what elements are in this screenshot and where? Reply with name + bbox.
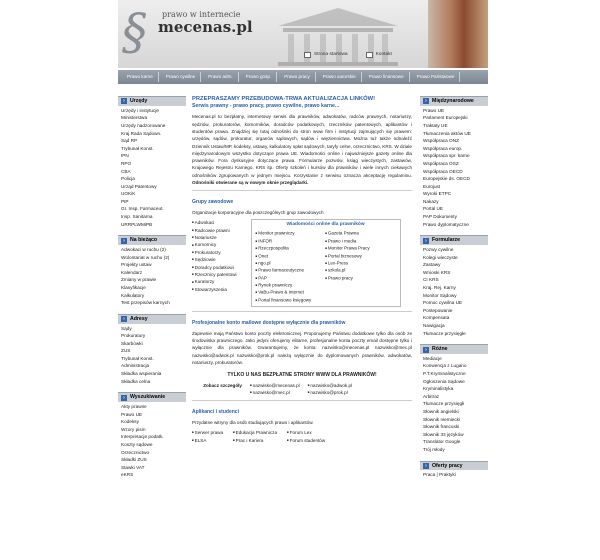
sidebar-link[interactable]: Skarbówki <box>121 340 143 346</box>
list-link[interactable]: ■ Gazeta Prawna <box>325 230 369 237</box>
sidebar-link[interactable]: Wolontariat w ruchu (2) <box>121 254 170 260</box>
list-link[interactable]: ■ Stowarzyszenia <box>192 286 237 293</box>
sidebar-link[interactable]: Europejskie ds. OECD <box>423 176 470 182</box>
sidebar-link[interactable]: Prawo dyplomatyczne <box>423 221 469 227</box>
page <box>118 0 488 560</box>
sidebar-link[interactable]: Kolegi wieczyste <box>423 254 458 260</box>
sidebar-link[interactable]: Urzędy nadzorowane <box>121 122 166 128</box>
sidebar-link[interactable]: Traktaty UE <box>423 122 448 128</box>
list-link[interactable]: ■ ngo.pl <box>256 260 312 267</box>
right-sidebar <box>420 96 488 486</box>
arrow-right-icon: › <box>423 98 429 104</box>
sidebar-link[interactable]: Kraj. Rej. Karny <box>423 284 456 290</box>
divider <box>192 400 412 401</box>
sidebar-link[interactable]: Trój młody <box>423 447 445 452</box>
students-block <box>192 429 412 444</box>
sidebar-box-title: Międzynarodowe <box>432 98 474 104</box>
sidebar-box <box>420 235 488 338</box>
sidebar-box-title: Na bieżąco <box>130 237 158 244</box>
sidebar-link[interactable]: Konwencja z Lugano <box>423 363 467 369</box>
sidebar-link[interactable]: PAP Dokumenty <box>423 214 457 220</box>
sidebar-link[interactable]: CI KRS <box>423 277 439 283</box>
sidebar-link[interactable]: Słownik francuski <box>423 424 460 430</box>
list-link[interactable]: ■ nazwisko@prok.pl <box>308 389 352 396</box>
sidebar-box-title: Adresy <box>130 315 148 322</box>
sidebar-link[interactable]: URRPLWMiPB <box>121 221 153 227</box>
sidebar-box <box>420 96 488 229</box>
arrow-right-icon: › <box>423 347 429 353</box>
home-link-label: Strona startowa <box>314 52 348 57</box>
list-link[interactable]: ■ Prokuratorzy <box>192 249 237 256</box>
list-link[interactable]: ■ Forum studentów <box>287 437 325 444</box>
sidebar-link[interactable]: Prawo UE <box>121 411 143 417</box>
sidebar-box <box>118 392 186 480</box>
sidebar-link[interactable]: Prawo UE <box>423 107 445 113</box>
sidebar-box <box>420 344 488 454</box>
list-link[interactable]: ■ Portal finansowo księgowy <box>256 297 312 304</box>
list-link[interactable]: ■ Lex-Press <box>325 260 369 267</box>
list-link[interactable]: ■ Monitor prawniczy <box>256 230 312 237</box>
list-link[interactable]: ■ Rynek prawniczy <box>256 282 312 289</box>
emails-block <box>192 382 412 397</box>
news-list-2 <box>325 230 369 304</box>
sidebar-link[interactable]: Eurojust <box>423 183 441 189</box>
list-link[interactable]: ■ Prawo farmaceutyczne <box>256 267 312 274</box>
sidebar-link[interactable]: Słownik 33 języków <box>423 431 464 437</box>
sidebar-link[interactable]: Zmiany w prawie <box>121 277 157 283</box>
list-link[interactable]: ■ Prac i Kariera <box>233 437 277 444</box>
subtitle: Serwis prawny - prawo pracy, prawo cywilne, prawo karne... <box>192 102 340 109</box>
sidebar-link[interactable]: Ogłoszenia Sądowe <box>423 378 465 384</box>
divider <box>192 311 412 312</box>
sidebar-link[interactable]: Kryminalistyka <box>423 386 454 392</box>
intro-bold: Odnośniki otwierane są w nowym oknie przeglądarki. <box>192 180 309 186</box>
list-link[interactable]: ■ Serwer prawa <box>192 429 223 436</box>
nav-item[interactable]: Prawo finansowe <box>364 72 410 82</box>
intro-body: Mecenas.pl to bezpłatny, internetowy serwis dla prawników, adwokatów, radców prawnych, notariuszy, sędziów, prokuratorów, komorników, doradców podatkowych, rzeczników patentowych, aplikantów i studentów prawa. Znajdziej się tutaj odnośniki do stron www firm i instytucji zajmujących się prawem: urzędów, sądów, prokuratur, organów sądowych, sądów i więziennictwa. Można tuż także odnaleźć Dziennik Ustaw/MP, kodeksy, ustawy, kalkulatory opłat sądowych, taryfy celne, orzecznictwo, KRS. W dziale międzynarodowym wszystko dotyczące prawa UE. Wiadomości online i najważniejsze gazety online dla prawników. Fora dyskusyjne dotyczące prawa. Formularze pozwów, ksiąg wieczystych, zastawów, Krajowego Rejestru Karnego, KRS itp. Oferty szkoleń i kursów dla prawników i wiele innych ciekawych odnośników zgrupowanych w jednym miejscu. Korzystanie z serwisu oznacza akceptację regulaminu. <box>192 114 412 178</box>
sidebar-box-header <box>118 314 186 324</box>
divider <box>192 190 412 191</box>
list-link[interactable]: ■ nazwisko@mecenas.pl <box>250 382 300 389</box>
students-list-3 <box>287 429 325 444</box>
envelope-icon <box>366 52 373 58</box>
list-link[interactable]: ■ szkola.pl <box>325 267 369 274</box>
sidebar-link[interactable]: Kalkulatory <box>121 292 145 298</box>
sidebar-link[interactable]: Współpraca europ. <box>423 145 463 151</box>
sidebar-box-header <box>420 235 488 245</box>
students-list-1 <box>192 429 223 444</box>
sidebar-link[interactable]: Tłumacze przysięgłi <box>423 401 465 407</box>
sidebar-link[interactable]: Współpraca OECD <box>423 168 463 174</box>
main-nav <box>118 70 488 84</box>
sidebar-box-header <box>420 96 488 106</box>
sidebar-link[interactable]: Postepowanie <box>423 307 453 313</box>
sidebar-link[interactable]: Adwokaci w ruchu (2) <box>121 247 166 252</box>
sidebar-link[interactable]: Prokuratury <box>121 333 146 339</box>
list-link[interactable]: ■ Onet <box>256 253 312 260</box>
sidebar-link[interactable]: Ministerstwa <box>121 115 148 121</box>
groups-desc: Organizacje korporacyjne dla poszczególnych grup zawodowych <box>192 209 324 215</box>
nav-item[interactable]: Prawo pracy <box>279 72 316 82</box>
list-link[interactable]: ■ Rzeczpospolita <box>256 245 312 252</box>
sidebar-link[interactable]: Kalendarz <box>121 269 143 275</box>
sidebar-link[interactable]: Pozwy cywilne <box>423 247 454 252</box>
nav-item[interactable]: Prawo autorskie <box>318 72 362 82</box>
sidebar-link[interactable]: Słownik angielski <box>423 409 459 415</box>
intro-text <box>192 113 412 186</box>
sidebar-link[interactable]: Interpretacje podatk. <box>121 434 164 440</box>
sidebar-box-header <box>420 461 488 471</box>
headline: PRZEPRASZAMY PRZEBUDOWA-TRWA AKTUALIZACJA LINKÓW! <box>192 96 376 102</box>
list-link[interactable]: ■ Portal biznesowy <box>325 253 369 260</box>
free-pages-banner: TYLKO U NAS BEZPŁATNE STRONY WWW DLA PRAWNIKÓW! <box>227 372 377 379</box>
sidebar-link[interactable]: Stawki VAT <box>121 464 145 470</box>
sidebar-link[interactable]: Zastawy <box>423 262 441 268</box>
sidebar-link[interactable]: Pomoc cywilna UE <box>423 300 463 306</box>
arrow-right-icon: › <box>423 238 429 244</box>
sidebar-link[interactable]: Urząd Patentowy <box>121 183 157 189</box>
sidebar-box-title: Oferty pracy <box>432 462 463 469</box>
home-link[interactable] <box>304 52 348 58</box>
list-link[interactable]: ■ Doradcy podatkowi <box>192 264 237 271</box>
sidebar-box <box>118 314 186 387</box>
sidebar-link[interactable]: PIP <box>121 198 129 204</box>
nav-item[interactable]: Prawo karne <box>122 72 159 82</box>
arrow-right-icon: › <box>121 316 127 322</box>
sidebar-link[interactable]: Sąd RP <box>121 138 138 144</box>
sidebar-link[interactable]: IPN <box>121 153 129 159</box>
list-link[interactable]: ■ nazwisko@mec.pl <box>250 389 300 396</box>
sidebar-box-header <box>118 96 186 106</box>
list-link[interactable]: ■ Komornicy <box>192 241 237 248</box>
sidebar-link[interactable]: Urzędy i instytucje <box>121 107 160 113</box>
groups-block <box>192 219 412 307</box>
sidebar-link[interactable]: ZUS <box>121 348 131 354</box>
list-link[interactable]: ■ Notariusze <box>192 234 237 241</box>
sidebar-link[interactable]: P.T.Kryminalistyczne <box>423 371 466 377</box>
sidebar-link[interactable]: Trybunał Konst. <box>121 355 154 361</box>
contact-link-label: Kontakt <box>375 52 392 57</box>
sidebar-link[interactable]: RPO <box>121 160 132 166</box>
sidebar-box-title: Różne <box>432 346 448 353</box>
sidebar-link[interactable]: Koszty sądowe <box>121 441 153 447</box>
left-sidebar <box>118 96 186 486</box>
sidebar-box-title: Formularze <box>432 237 460 244</box>
sidebar-link[interactable]: GI. Insp. Farmaceut. <box>121 206 164 212</box>
list-link[interactable]: ■ Edukacja Prawnicza <box>233 429 277 436</box>
sidebar-link[interactable]: Akty prawne <box>121 404 147 409</box>
section-sign-icon: § <box>122 3 147 61</box>
list-link[interactable]: ■ Sędziowie <box>192 256 237 263</box>
sidebar-box-header <box>118 235 186 245</box>
email-desc: Zapewnie mają Państwo konto poczty elektronicznej. Proponujemy Państwu dodatkowe tylko dla osób ze środowiska prawniczego. Jako jedyni oferujemy elitarne, profesjonalne konta poczty email dostępne tylko i wyłącznie dla prawników. Gwarantujemy, że konta: nazwisko@mecenas.pl nazwisko@mec.pl nazwisko@adwok.pl nazwisko@prok.pl należą wyłącznie do dyplomowanych prawników, adwokatów, notariuszy, prokuratorów. <box>192 330 412 365</box>
students-list-2 <box>233 429 277 444</box>
list-link[interactable]: ■ Prawo pracy <box>325 275 369 282</box>
news-list-1 <box>256 230 312 304</box>
sidebar-link[interactable]: Parlament Europejski <box>423 115 468 121</box>
sidebar-link[interactable]: eKRS <box>121 472 134 478</box>
sidebar-link[interactable]: Nawigacja <box>423 322 445 328</box>
list-link[interactable]: ■ Adwokaci <box>192 219 237 226</box>
news-title: Wiadomości online dla prawników <box>286 222 365 228</box>
sidebar-link[interactable]: Wzory pism <box>121 426 146 432</box>
sidebar-link[interactable]: UOKiK <box>121 191 136 197</box>
list-link[interactable]: ■ Rzecznicy patentowi <box>192 271 237 278</box>
books-image <box>428 0 488 68</box>
list-link[interactable]: ■ Forum Lex <box>287 429 325 436</box>
sidebar-link[interactable]: Trybunał Konst. <box>121 145 154 151</box>
sidebar-link[interactable]: Kodeksy <box>121 419 139 425</box>
sidebar-link[interactable]: Mediacje <box>423 355 442 361</box>
list-link[interactable]: ■ nazwisko@adwok.pl <box>308 382 352 389</box>
sidebar-box-title: Wyszukiwanie <box>130 394 166 401</box>
nav-item[interactable]: Prawo adm. <box>203 72 239 82</box>
students-desc: Przydatne witryny dla osób studiujących prawo i aplikantów. <box>192 419 314 425</box>
sidebar-link[interactable]: Współpraca spr. karne <box>423 153 470 159</box>
sidebar-link[interactable]: Kraj.Rada Sądown. <box>121 130 162 136</box>
sidebar-link[interactable]: Portal UE <box>423 206 444 212</box>
arrow-right-icon: › <box>121 395 127 401</box>
logo-title[interactable]: mecenas.pl <box>158 18 253 36</box>
sidebar-link[interactable]: Translator Google <box>423 439 461 445</box>
sidebar-link[interactable]: Arbitraż <box>423 393 440 399</box>
sidebar-link[interactable]: Kompensata <box>423 315 450 321</box>
sidebar-link[interactable]: Insp. Sanitarna <box>121 214 153 220</box>
sidebar-box <box>118 235 186 308</box>
arrow-right-icon: › <box>423 463 429 469</box>
nav-item[interactable]: Prawo gosp. <box>241 72 278 82</box>
sidebar-link[interactable]: Projekty ustaw <box>121 262 152 268</box>
header <box>118 0 488 68</box>
home-icon <box>304 52 311 58</box>
groups-title[interactable]: Grupy zawodowe <box>192 199 234 206</box>
list-link[interactable]: ■ Prawo i media <box>325 238 369 245</box>
sidebar-link[interactable]: Monitor Sądowy <box>423 292 457 298</box>
sidebar-link[interactable]: Składka celna <box>121 378 151 384</box>
sidebar-link[interactable]: Klasyfikacje <box>121 284 146 290</box>
logo-tagline: prawo w internecie <box>162 10 241 19</box>
sidebar-link[interactable]: Współpraca OSZ <box>423 160 459 166</box>
sidebar-link[interactable]: Nakazy <box>423 198 439 204</box>
contact-link[interactable] <box>366 52 392 58</box>
sidebar-link[interactable]: Administracja <box>121 363 150 369</box>
sidebar-box <box>118 96 186 229</box>
nav-item[interactable]: Prawo Państwowe <box>412 72 461 82</box>
emails-list-2 <box>308 382 352 397</box>
sidebar-link[interactable]: Wyroki ETPC <box>423 191 452 197</box>
list-link[interactable]: ■ Radcowie prawni <box>192 227 237 234</box>
groups-list <box>192 219 237 307</box>
sidebar-link[interactable]: Sądy <box>121 325 132 331</box>
list-link[interactable]: ■ PAP <box>256 275 312 282</box>
arrow-right-icon: › <box>121 98 127 104</box>
sidebar-link[interactable]: Składka wspierania <box>121 371 162 377</box>
sidebar-link[interactable]: Praca | Praktyki <box>423 472 456 478</box>
sidebar-box-header <box>118 392 186 402</box>
list-link[interactable]: ■ ELSA <box>192 437 223 444</box>
sidebar-link[interactable]: Test przepisów karnych <box>121 300 170 306</box>
sidebar-link[interactable]: Tłumaczenia aktów UE <box>423 130 471 136</box>
sidebar-link[interactable]: Wnioski KRS <box>423 269 451 275</box>
arrow-right-icon: › <box>121 238 127 244</box>
list-link[interactable]: ■ Kuratorzy <box>192 278 237 285</box>
sidebar-link[interactable]: Orzecznictwo <box>121 449 150 455</box>
sidebar-link[interactable]: Policja <box>121 176 135 182</box>
nav-item[interactable]: Prawo cywilne <box>161 72 201 82</box>
list-link[interactable]: ■ INFOR <box>256 238 312 245</box>
sidebar-link[interactable]: CBA <box>121 168 131 174</box>
sidebar-link[interactable]: Współpraca ONZ <box>423 138 459 144</box>
emails-list-1 <box>250 382 300 397</box>
sidebar-link[interactable]: Składki ZUS <box>121 457 147 463</box>
see-more-link[interactable]: Zobacz szczegóły <box>203 382 242 388</box>
students-title[interactable]: Aplikanci i studenci <box>192 409 239 416</box>
sidebar-link[interactable]: Tłumacze przysięgłe <box>423 330 466 336</box>
sidebar-box-title: Urzędy <box>130 98 148 104</box>
list-link[interactable]: ■ VaBu-Prawo & Internet <box>256 289 312 296</box>
news-box <box>251 219 401 307</box>
email-title[interactable]: Profesjonalne konto mailowe dostępne wyłącznie dla prawników <box>192 320 346 327</box>
sidebar-box-header <box>420 344 488 354</box>
main-content <box>192 96 412 444</box>
sidebar-link[interactable]: Słownik niemiecki <box>423 416 460 422</box>
list-link[interactable]: ■ Monitor Prawa Pracy <box>325 245 369 252</box>
sidebar-box <box>420 461 488 480</box>
